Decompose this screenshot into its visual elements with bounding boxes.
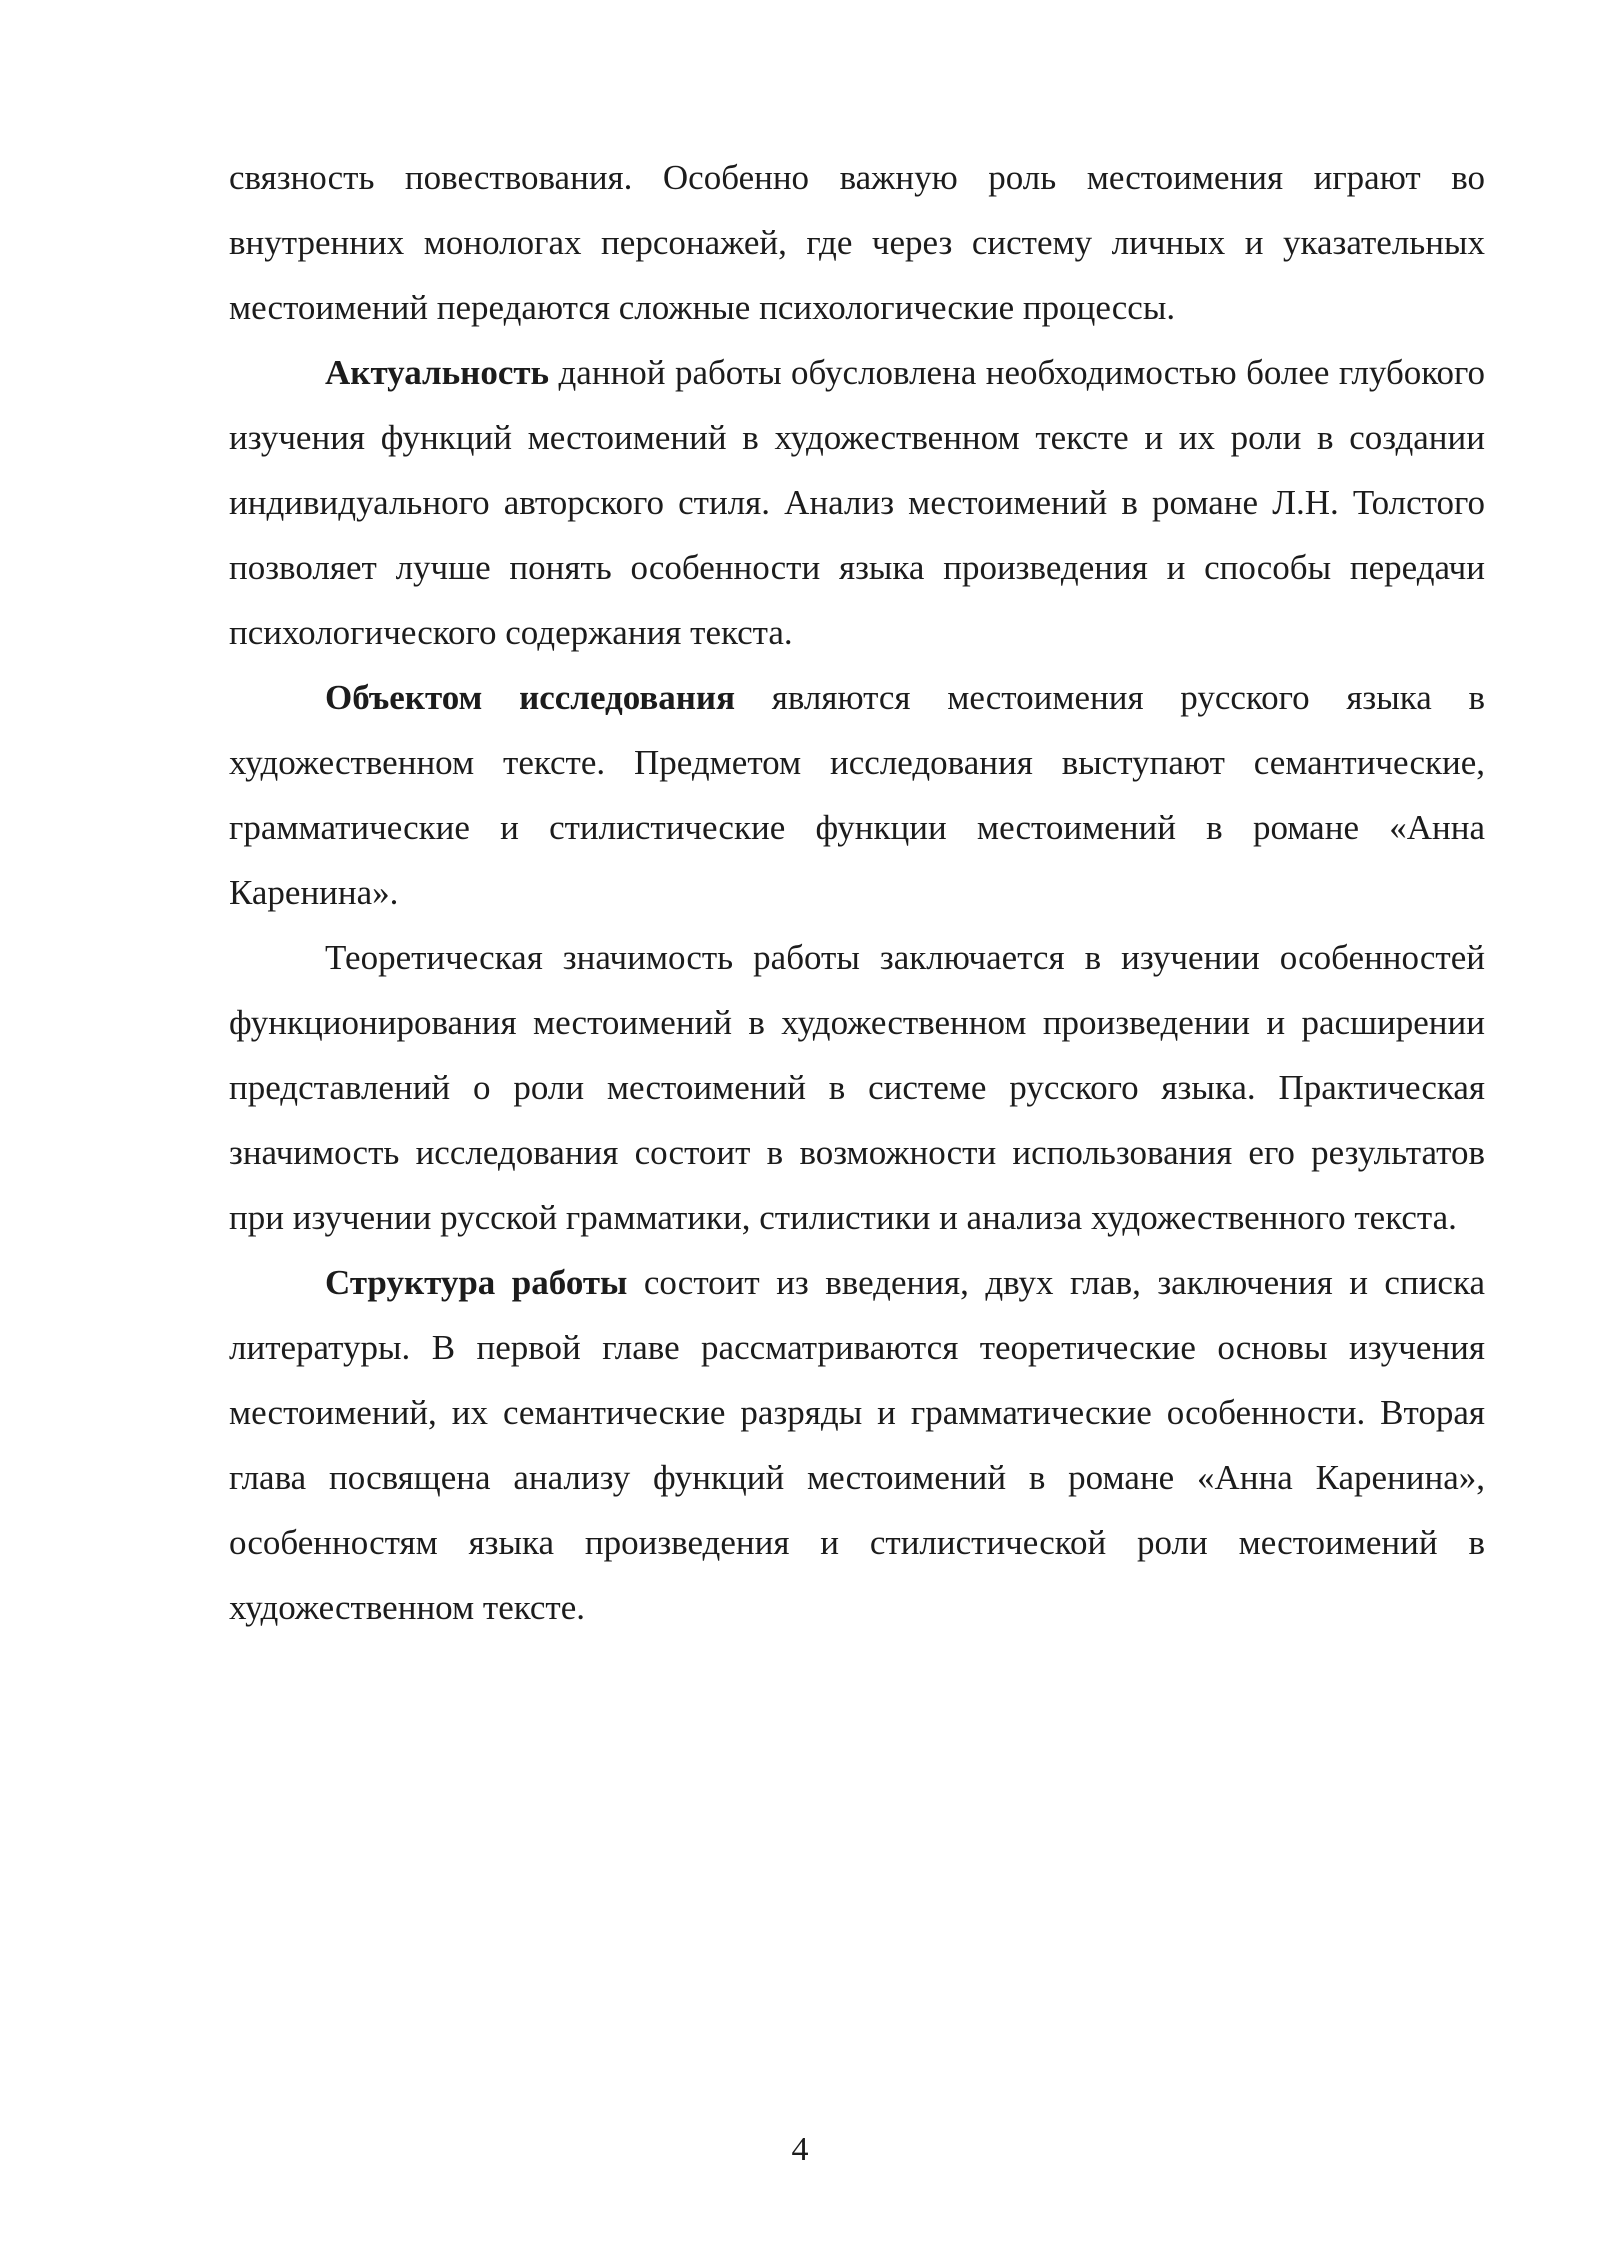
body-text bbox=[229, 145, 1485, 1640]
paragraph-significance bbox=[229, 925, 1485, 1250]
paragraph-structure bbox=[229, 1250, 1485, 1640]
paragraph-continuation bbox=[229, 145, 1485, 340]
paragraph-text: данной работы обусловлена необходимостью более глубокого изучения функций местоимений в художественном тексте и их роли в создании индивидуального авторского стиля. Анализ местоимений в романе Л.Н. Толстого позволяет лучше понять особенности языка произведения и способы передачи психологического содержания текста. bbox=[229, 353, 1485, 652]
page-number: 4 bbox=[791, 2131, 809, 2168]
paragraph-text: являются местоимения русского языка в художественном тексте. Предметом исследования выступают семантические, грамматические и стилистические функции местоимений в романе «Анна Каренина». bbox=[229, 678, 1485, 912]
paragraph-research-object bbox=[229, 665, 1485, 925]
paragraph-relevance bbox=[229, 340, 1485, 665]
paragraph-lead: Объектом исследования bbox=[325, 678, 736, 717]
paragraph-text: Теоретическая значимость работы заключается в изучении особенностей функционирования местоимений в художественном произведении и расширении представлений о роли местоимений в системе русского языка. Практическая значимость исследования состоит в возможности использования его результатов при изучении русской грамматики, стилистики и анализа художественного текста. bbox=[229, 938, 1485, 1237]
paragraph-lead: Актуальность bbox=[325, 353, 550, 392]
paragraph-text: связность повествования. Особенно важную роль местоимения играют во внутренних монологах персонажей, где через систему личных и указательных местоимений передаются сложные психологические процессы. bbox=[229, 158, 1485, 327]
paragraph-lead: Структура работы bbox=[325, 1263, 628, 1302]
paragraph-text: состоит из введения, двух глав, заключения и списка литературы. В первой главе рассматриваются теоретические основы изучения местоимений, их семантические разряды и грамматические особенности. Вторая глава посвящена анализу функций местоимений в романе «Анна Каренина», особенностям языка произведения и стилистической роли местоимений в художественном тексте. bbox=[229, 1263, 1485, 1627]
